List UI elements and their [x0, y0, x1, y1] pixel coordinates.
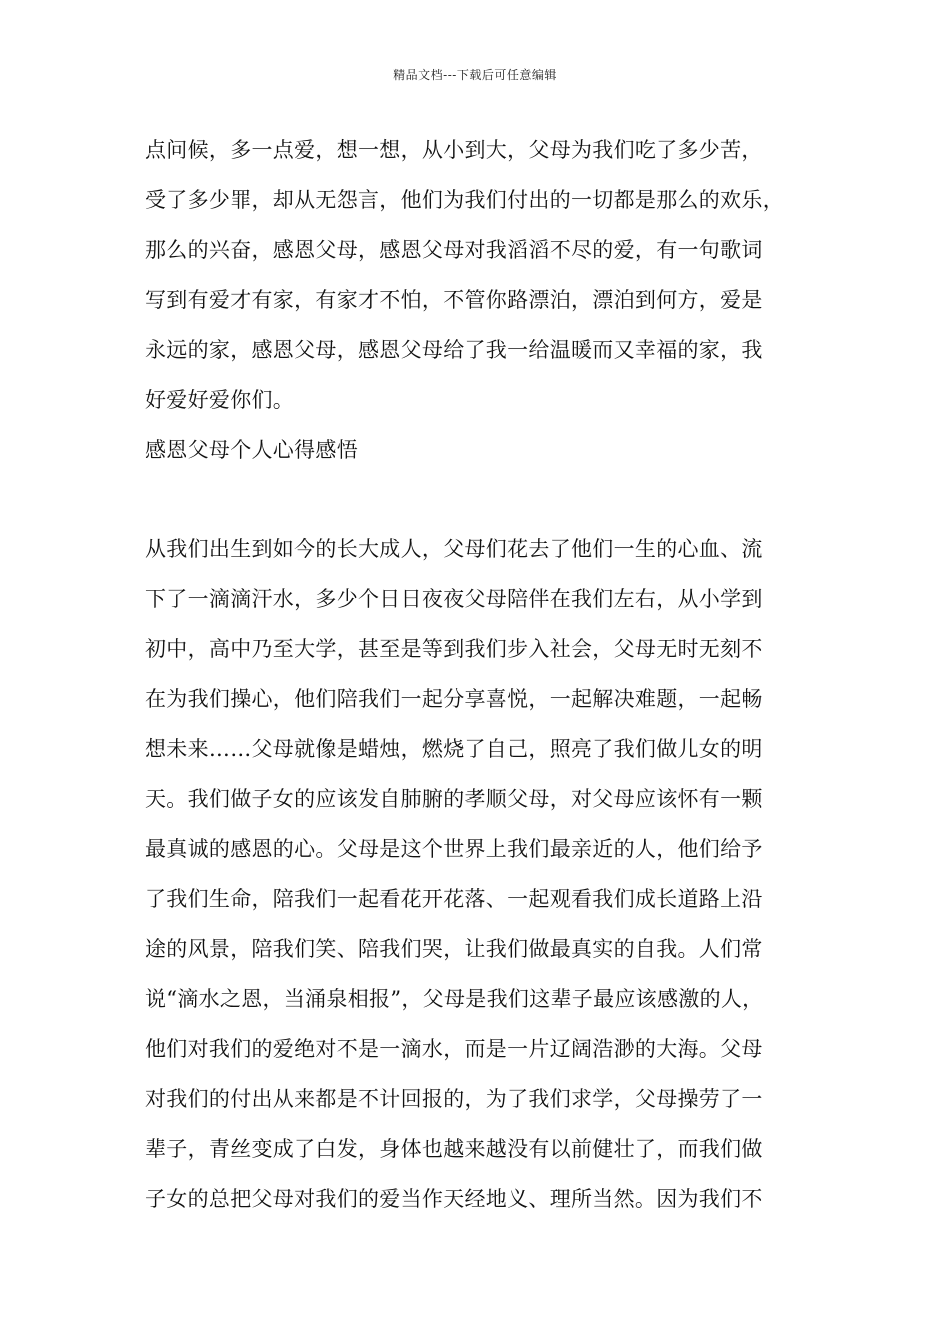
heading-text: 感恩父母个人心得感悟 — [145, 438, 358, 462]
text-line: 点问候，多一点爱，想一想，从小到大，父母为我们吃了多少苦， — [145, 138, 763, 162]
paragraph-2 — [145, 524, 825, 1224]
text-line: 对我们的付出从来都是不计回报的，为了我们求学，父母操劳了一 — [145, 1087, 763, 1111]
text-line: 在为我们操心，他们陪我们一起分享喜悦，一起解决难题，一起畅 — [145, 687, 763, 711]
text-line: 途的风景，陪我们笑、陪我们哭，让我们做最真实的自我。人们常 — [145, 937, 763, 961]
text-line: 了我们生命，陪我们一起看花开花落、一起观看我们成长道路上沿 — [145, 887, 763, 911]
text-line: 说“滴水之恩，当涌泉相报”，父母是我们这辈子最应该感激的人， — [145, 987, 764, 1011]
text-line: 下了一滴滴汗水，多少个日日夜夜父母陪伴在我们左右，从小学到 — [145, 587, 763, 611]
text-line: 天。我们做子女的应该发自肺腑的孝顺父母，对父母应该怀有一颗 — [145, 787, 763, 811]
text-line: 辈子，青丝变成了白发，身体也越来越没有以前健壮了，而我们做 — [145, 1137, 763, 1161]
text-line: 受了多少罪，却从无怨言，他们为我们付出的一切都是那么的欢乐， — [145, 188, 784, 212]
text-line: 他们对我们的爱绝对不是一滴水，而是一片辽阔浩渺的大海。父母 — [145, 1037, 763, 1061]
text-line: 想未来……父母就像是蜡烛，燃烧了自己，照亮了我们做儿女的明 — [145, 737, 763, 761]
text-line: 从我们出生到如今的长大成人，父母们花去了他们一生的心血、流 — [145, 537, 763, 561]
text-line: 写到有爱才有家，有家才不怕，不管你路漂泊，漂泊到何方，爱是 — [145, 288, 763, 312]
paragraph-1 — [145, 125, 825, 425]
text-line: 永远的家，感恩父母，感恩父母给了我一给温暖而又幸福的家，我 — [145, 338, 763, 362]
section-heading — [145, 425, 825, 475]
text-line: 好爱好爱你们。 — [145, 388, 295, 412]
text-line: 那么的兴奋，感恩父母，感恩父母对我滔滔不尽的爱，有一句歌词 — [145, 238, 763, 262]
page-header: 精品文档---下载后可任意编辑 — [393, 68, 557, 82]
text-line: 子女的总把父母对我们的爱当作天经地义、理所当然。因为我们不 — [145, 1187, 763, 1211]
text-line: 初中，高中乃至大学，甚至是等到我们步入社会，父母无时无刻不 — [145, 637, 763, 661]
text-line: 最真诚的感恩的心。父母是这个世界上我们最亲近的人，他们给予 — [145, 837, 763, 861]
